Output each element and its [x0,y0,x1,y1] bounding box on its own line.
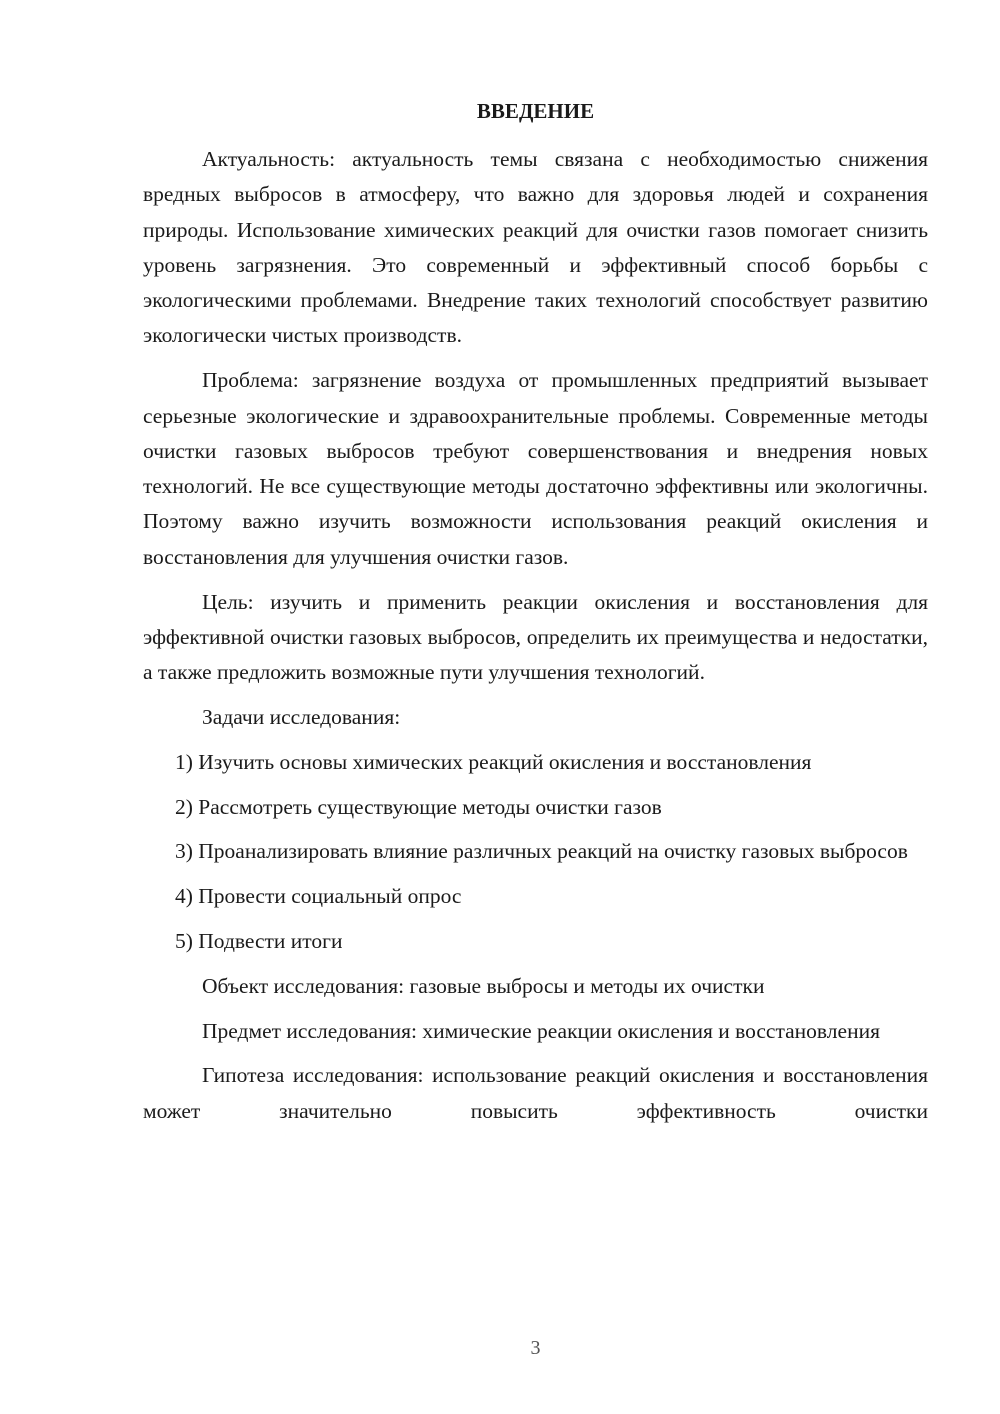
task-item-5: 5) Подвести итоги [175,928,343,953]
goal-paragraph: Цель: изучить и применить реакции окисления и восстановления для эффективной очистки газовых выбросов, определить их преимущества и недостатки, а также предложить возможные пути улучшения технологий. [143,589,928,685]
tasks-title: Задачи исследования: [202,704,401,729]
relevance-paragraph: Актуальность: актуальность темы связана с необходимостью снижения вредных выбросов в атмосферу, что важно для здоровья людей и сохранения природы. Использование химических реакций для очистки газов помогает снизить уровень загрязнения. Это современный и эффективный способ борьбы с экологическими проблемами. Внедрение таких технологий способствует развитию экологически чистых производств. [143,147,928,348]
task-item-2: 2) Рассмотреть существующие методы очистки газов [175,794,662,819]
document-page [143,0,928,1414]
problem-paragraph: Проблема: загрязнение воздуха от промышленных предприятий вызывает серьезные экологические и здравоохранительные проблемы. Современные методы очистки газовых выбросов требуют совершенствования и внедрения новых технологий. Не все существующие методы достаточно эффективны или экологичны. Поэтому важно изучить возможности использования реакций окисления и восстановления для улучшения очистки газов. [143,368,928,569]
page-heading: ВВЕДЕНИЕ [476,99,595,123]
document-body [143,142,928,1129]
research-object-paragraph: Объект исследования: газовые выбросы и методы их очистки [202,973,765,998]
task-item-3: 3) Проанализировать влияние различных реакций на очистку газовых выбросов [175,839,908,864]
research-subject-paragraph: Предмет исследования: химические реакции окисления и восстановления [202,1018,880,1043]
research-hypothesis-paragraph: Гипотеза исследования: использование реакций окисления и восстановления может значительно повысить эффективность очистки [143,1063,928,1123]
task-item-1: 1) Изучить основы химических реакций окисления и восстановления [175,749,812,774]
task-item-4: 4) Провести социальный опрос [175,884,462,909]
page-number: 3 [530,1337,541,1359]
